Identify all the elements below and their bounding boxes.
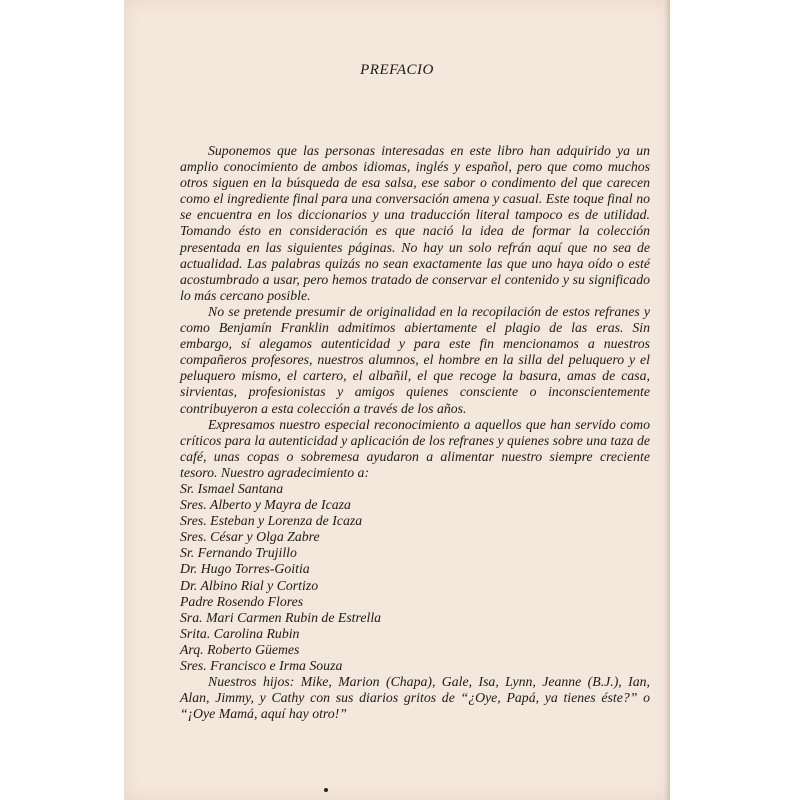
acknowledgement-item: Sres. Francisco e Irma Souza <box>180 658 343 673</box>
acknowledgement-item: Srita. Carolina Rubin <box>180 625 300 641</box>
acknowledgement-item: Sres. César y Olga Zabre <box>180 529 320 545</box>
paragraph-3: Expresamos nuestro especial reconocimiento a aquellos que han servido como críticos para la autenticidad y aplicación de los refranes y quienes sobre una taza de café, unas copas o sobremesa ayudaron a alimentar nuestro siempre creciente tesoro. Nuestro agradecimiento a: <box>180 416 650 480</box>
acknowledgement-item: Sr. Fernando Trujillo <box>180 545 297 561</box>
acknowledgement-item: Sres. Esteban y Lorenza de Icaza <box>180 513 363 529</box>
acknowledgement-item: Sra. Mari Carmen Rubin de Estrella <box>180 609 382 625</box>
closing-paragraph: Nuestros hijos: Mike, Marion (Chapa), Gale, Isa, Lynn, Jeanne (B.J.), Ian, Alan, Jimmy, y Cathy con sus diarios gritos de “¿Oye, Papá, ya tienes éste?” o “¡Oye Mamá, aquí hay otro!” <box>180 674 650 722</box>
acknowledgement-item: Dr. Albino Rial y Cortizo <box>180 577 319 593</box>
acknowledgement-item: Sres. Alberto y Mayra de Icaza <box>180 497 351 513</box>
acknowledgement-list <box>180 481 650 674</box>
paragraph-2: No se pretende presumir de originalidad en la recopilación de estos refranes y como Benjamín Franklin admitimos abiertamente el plagio de las eras. Sin embargo, sí alegamos autenticidad y para este fin mencionamos a nuestros compañeros profesores, nuestros alumnos, el hombre en la silla del peluquero y el peluquero mismo, el cartero, el albañil, el que recoge la basura, amas de casa, sirvientas, profesionistas y amigos quienes consciente o inconscientemente contribuyeron a esta colección a través de los años. <box>180 303 650 416</box>
page-title: PREFACIO <box>360 62 434 78</box>
acknowledgement-item: Dr. Hugo Torres-Goitia <box>180 561 310 577</box>
preface-body <box>180 143 650 722</box>
acknowledgement-item: Padre Rosendo Flores <box>180 593 304 609</box>
paragraph-1: Suponemos que las personas interesadas en este libro han adquirido ya un amplio conocimiento de ambos idiomas, inglés y español, pero que como muchos otros siguen en la búsqueda de esa salsa, ese sabor o condimento del que carecen como el ingrediente final para una conversación amena y casual. Este toque final no se encuentra en los diccionarios y una traducción literal tampoco es de utilidad. Tomando ésto en consideración es que nació la idea de formar la colección presentada en las siguientes páginas. No hay un solo refrán aquí que no sea de actualidad. Las palabras quizás no sean exactamente las que uno haya oído o esté acostumbrado a usar, pero hemos tratado de conservar el contenido y su significado lo más cercano posible. <box>180 143 650 303</box>
acknowledgement-item: Sr. Ismael Santana <box>180 480 284 496</box>
book-page <box>124 0 670 800</box>
ink-speck <box>324 788 328 792</box>
acknowledgement-item: Arq. Roberto Güemes <box>180 641 300 657</box>
